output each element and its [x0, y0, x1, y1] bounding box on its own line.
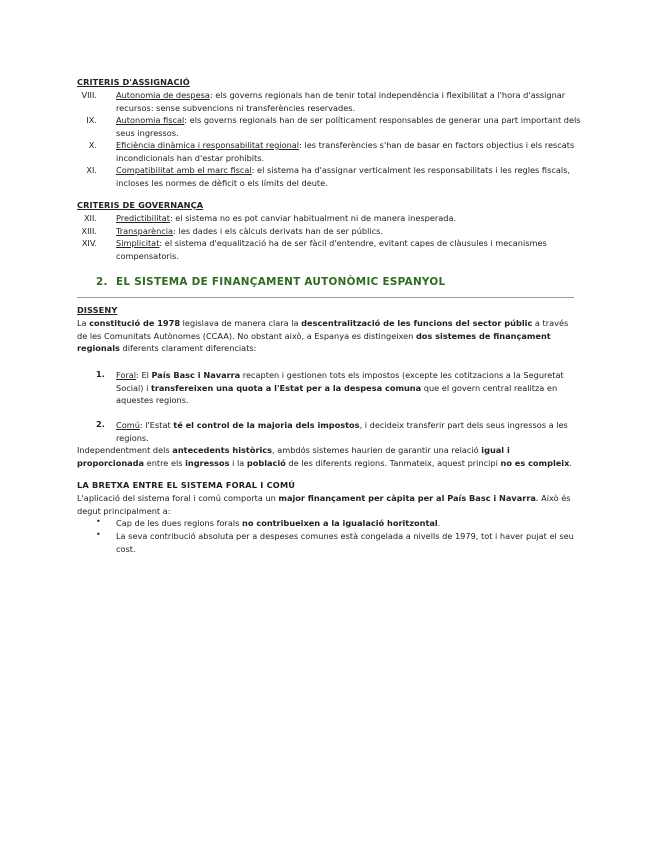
bold-text: transfereixen una quota a l'Estat per a la despesa comuna: [150, 382, 422, 393]
text-run: : l'Estat: [139, 420, 174, 430]
paragraph: [77, 317, 577, 355]
text-run: recapten i gestionen tots els impostos (excepte les cotitzacions a la Seguretat Social) i: [116, 370, 564, 393]
item-term: Simplicitat: [116, 238, 160, 248]
bold-text: dos sistemes de finançament regionals: [77, 330, 551, 353]
text-run: a través de les Comunitats Autònomes (CCAA). No obstant això, a Espanya es distingeixen: [77, 318, 569, 341]
section-heading-governanca: CRITERIS DE GOVERNANÇA: [77, 200, 204, 210]
text-run: : El: [136, 370, 152, 380]
item-term: Compatibilitat amb el marc fiscal: [116, 165, 252, 175]
text-run: , i decideix transferir part dels seus ingressos a les regions.: [116, 420, 568, 443]
paragraph: [77, 444, 577, 469]
item-number: IX.: [86, 115, 97, 125]
subsection-heading-bretxa: LA BRETXA ENTRE EL SISTEMA FORAL I COMÚ: [77, 480, 296, 490]
bullet-item: [116, 530, 578, 555]
text-run: legislava de manera clara la: [180, 318, 302, 328]
item-term: Autonomia de despesa: [116, 90, 210, 100]
item-number: X.: [88, 140, 97, 150]
text-run: .: [569, 457, 573, 468]
bold-text: descentralització de les funcions del sector públic: [301, 318, 533, 328]
section-number: 2.: [96, 276, 108, 288]
item-number: XIII.: [81, 225, 97, 236]
item-number: XIV.: [81, 238, 97, 248]
text-run: diferents clarament diferenciats:: [119, 343, 257, 353]
text-run: . Això és degut principalment a:: [77, 493, 571, 516]
item-text: : les transferències s'han de basar en factors objectius i els rescats incondicionals han d'estar prohibits.: [116, 140, 575, 163]
item-term: Predictibilitat: [116, 213, 170, 223]
ordered-item-text: [116, 369, 578, 407]
item-text: : el sistema d'equalització ha de ser fàcil d'entendre, evitant capes de clàusules i mecanismes compensatoris.: [116, 238, 547, 261]
item-term: Transparència: [116, 225, 174, 236]
text-run: La: [77, 318, 90, 328]
text-run: Cap de les dues regions forals: [116, 518, 243, 528]
bold-text: no contribueixen a la igualació horitzontal: [242, 518, 438, 528]
bullet-icon: •: [96, 517, 101, 526]
bold-text: població: [246, 457, 286, 468]
item-term: Autonomia fiscal: [116, 115, 185, 125]
section-heading-assignacio: CRITERIS D'ASSIGNACIÓ: [77, 77, 190, 87]
underlined-term: Comú: [116, 420, 140, 430]
ordered-item-number: 2.: [96, 419, 105, 429]
item-text: : el sistema no es pot canviar habitualment ni de manera inesperada.: [169, 213, 457, 223]
text-run: L'aplicació del sistema foral i comú comporta un: [77, 493, 279, 503]
bold-text: major finançament per càpita per al País Basc i Navarra: [278, 493, 536, 503]
item-text: : els governs regionals han de ser políticament responsables de generar una part important dels seus ingressos.: [116, 115, 581, 138]
bold-text: igual i proporcionada: [77, 445, 510, 468]
ordered-item-text: [116, 419, 578, 444]
item-number: XI.: [86, 165, 97, 175]
text-run: que el govern central realitza en aquestes regions.: [116, 382, 558, 405]
bold-text: ingressos: [185, 457, 230, 468]
item-text: : els governs regionals han de tenir total independència i flexibilitat a l'hora d'assignar recursos: sense subvencions ni transferències reservades.: [116, 90, 566, 113]
bold-text: constitució de 1978: [89, 318, 181, 328]
paragraph: [77, 492, 577, 517]
text-run: entre els: [144, 457, 186, 468]
text-run: Independentment dels: [77, 445, 173, 455]
divider: [77, 297, 574, 298]
bullet-item: [116, 517, 578, 530]
text-run: i la: [229, 457, 247, 468]
bold-text: no es compleix: [500, 457, 570, 468]
text-run: .: [437, 518, 441, 528]
item-text: : les dades i els càlculs derivats han de ser públics.: [173, 225, 384, 236]
item-text: : el sistema ha d'assignar verticalment les responsabilitats i les regles fiscals, incloses les normes de dèficit o els límits del deute.: [116, 165, 571, 188]
bold-text: País Basc i Navarra: [151, 370, 241, 380]
text-run: , ambdós sistemes haurien de garantir una relació: [272, 445, 482, 455]
section-title: EL SISTEMA DE FINANÇAMENT AUTONÒMIC ESPANYOL: [116, 276, 446, 288]
bullet-icon: •: [96, 530, 101, 539]
item-number: VIII.: [81, 90, 97, 100]
section-heading-disseny: DISSENY: [77, 305, 118, 315]
text-run: de les diferents regions. Tanmateix, aquest principi: [285, 457, 501, 468]
bold-text: té el control de la majoria dels impostos: [173, 420, 360, 430]
text-run: La seva contribució absoluta per a despeses comunes està congelada a nivells de 1979, tot i haver pujat el seu cost.: [116, 531, 574, 554]
item-number: XII.: [83, 213, 97, 223]
underlined-term: Foral: [116, 370, 137, 380]
item-term: Eficiència dinàmica i responsabilitat regional: [116, 140, 300, 150]
bold-text: antecedents històrics: [172, 445, 273, 455]
ordered-item-number: 1.: [96, 369, 105, 379]
